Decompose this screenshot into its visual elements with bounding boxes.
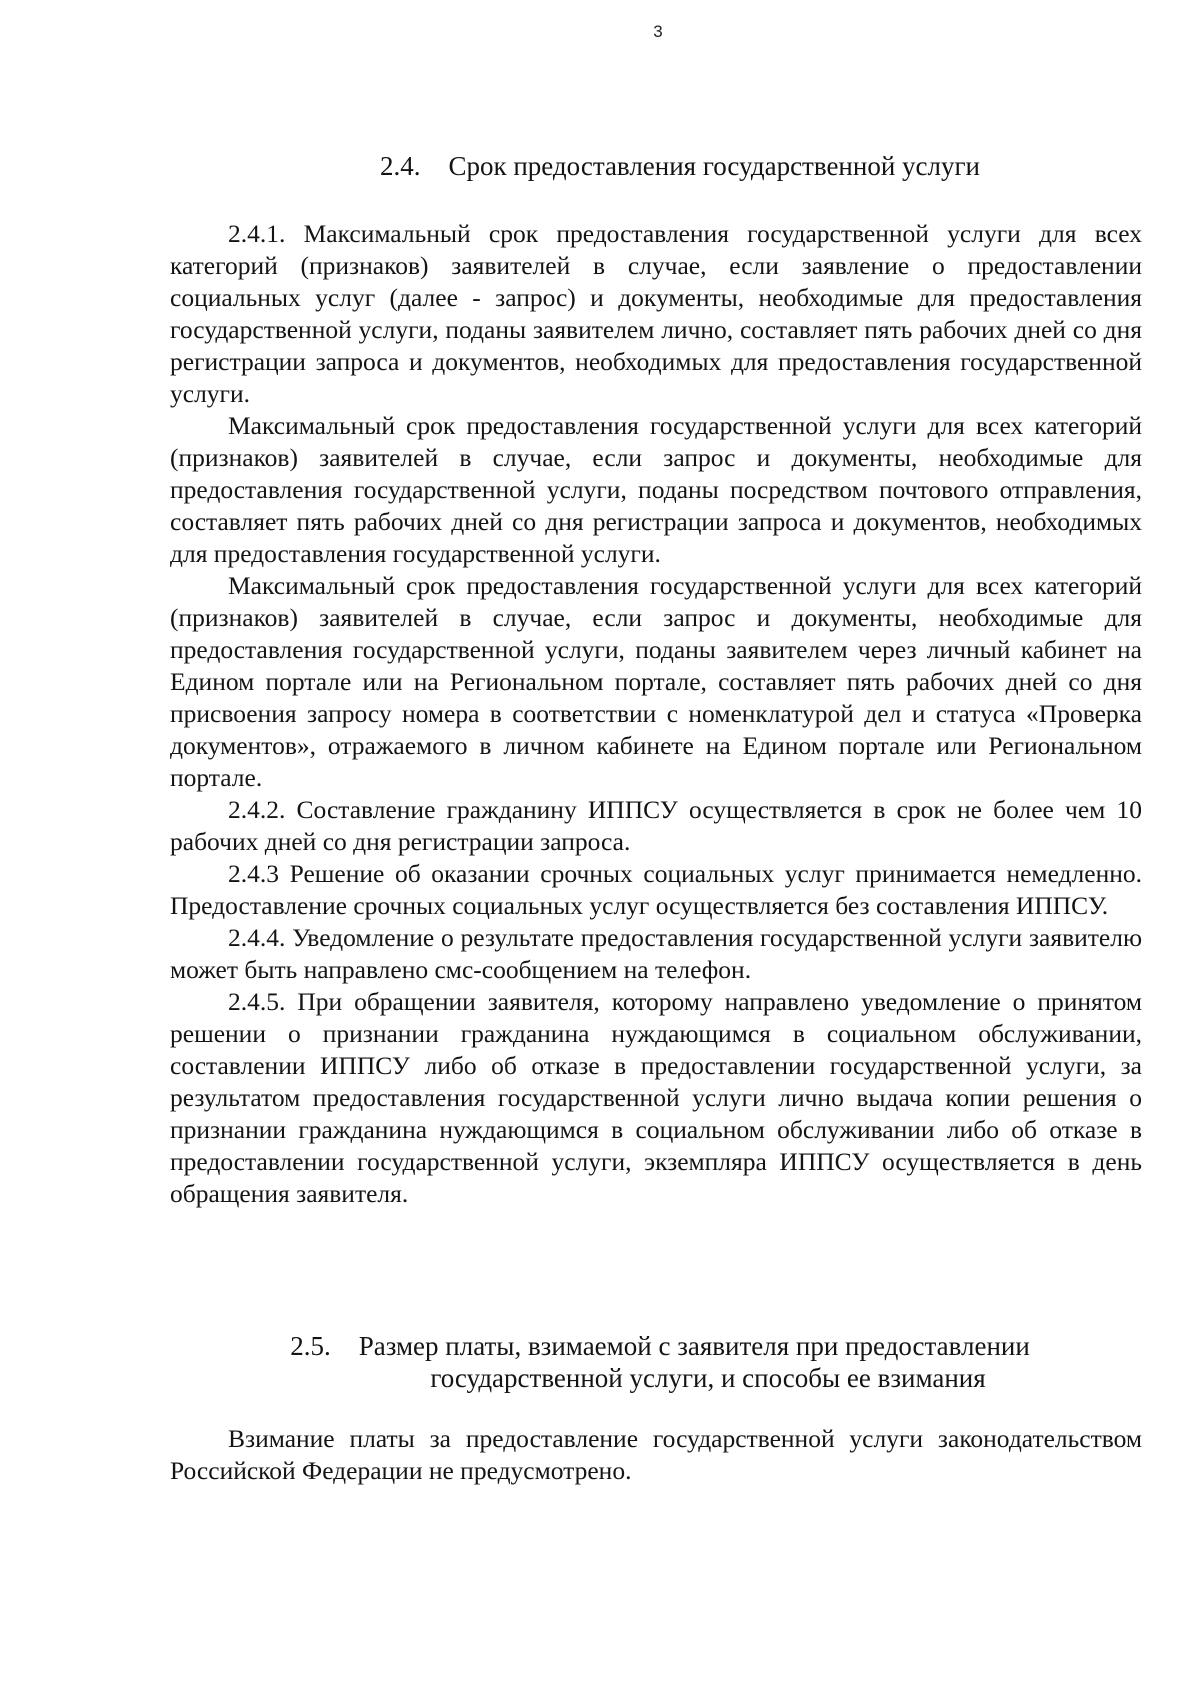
section-title-line-1: Размер платы, взимаемой с заявителя при предоставлении [358,1331,1030,1361]
section-title-line-2: государственной услуги, и способы ее взимания [430,1363,986,1393]
paragraph-2-4-1-postal: Максимальный срок предоставления государственной услуги для всех категорий (признаков) заявителей в случае, если запрос и документы, необходимые для предоставления государственной услуги, поданы посредством почтового отправления, составляет пять рабочих дней со дня регистрации запроса и документов, необходимых для предоставления государственной услуги. [170,411,1142,568]
paragraph-2-4-4: 2.4.4. Уведомление о результате предоставления государственной услуги заявителю может быть направлено смс-сообщением на телефон. [170,923,1142,984]
paragraph-2-5: Взимание платы за предоставление государственной услуги законодательством Российской Федерации не предусмотрено. [170,1424,1142,1485]
paragraph-2-4-2: 2.4.2. Составление гражданину ИППСУ осуществляется в срок не более чем 10 рабочих дней со дня регистрации запроса. [170,795,1142,856]
page-number: 3 [653,22,663,41]
section-title: Срок предоставления государственной услуги [448,151,981,181]
section-heading-2-4 [340,150,1020,182]
section-body-2-4 [170,218,1142,1210]
section-number: 2.5. [290,1331,331,1361]
paragraph-2-4-1-portal: Максимальный срок предоставления государственной услуги для всех категорий (признаков) заявителей в случае, если запрос и документы, необходимые для предоставления государственной услуги, поданы заявителем через личный кабинет на Едином портале или на Региональном портале, составляет пять рабочих дней со дня присвоения запросу номера в соответствии с номенклатурой дел и статуса «Проверка документов», отражаемого в личном кабинете на Едином портале или Региональном портале. [170,571,1142,792]
paragraph-2-4-5: 2.4.5. При обращении заявителя, которому направлено уведомление о принятом решении о признании гражданина нуждающимся в социальном обслуживании, составлении ИППСУ либо об отказе в предоставлении государственной услуги, за результатом предоставления государственной услуги лично выдача копии решения о признании гражданина нуждающимся в социальном обслуживании либо об отказе в предоставлении государственной услуги, экземпляра ИППСУ осуществляется в день обращения заявителя. [170,987,1142,1208]
paragraph-2-4-1: 2.4.1. Максимальный срок предоставления государственной услуги для всех категорий (признаков) заявителей в случае, если заявление о предоставлении социальных услуг (далее - запрос) и документы, необходимые для предоставления государственной услуги, поданы заявителем лично, составляет пять рабочих дней со дня регистрации запроса и документов, необходимых для предоставления государственной услуги. [170,219,1142,408]
section-heading-2-5 [280,1330,1040,1394]
section-number: 2.4. [379,151,421,181]
section-body-2-5 [170,1423,1142,1487]
paragraph-2-4-3: 2.4.3 Решение об оказании срочных социальных услуг принимается немедленно. Предоставление срочных социальных услуг осуществляется без составления ИППСУ. [170,859,1142,920]
